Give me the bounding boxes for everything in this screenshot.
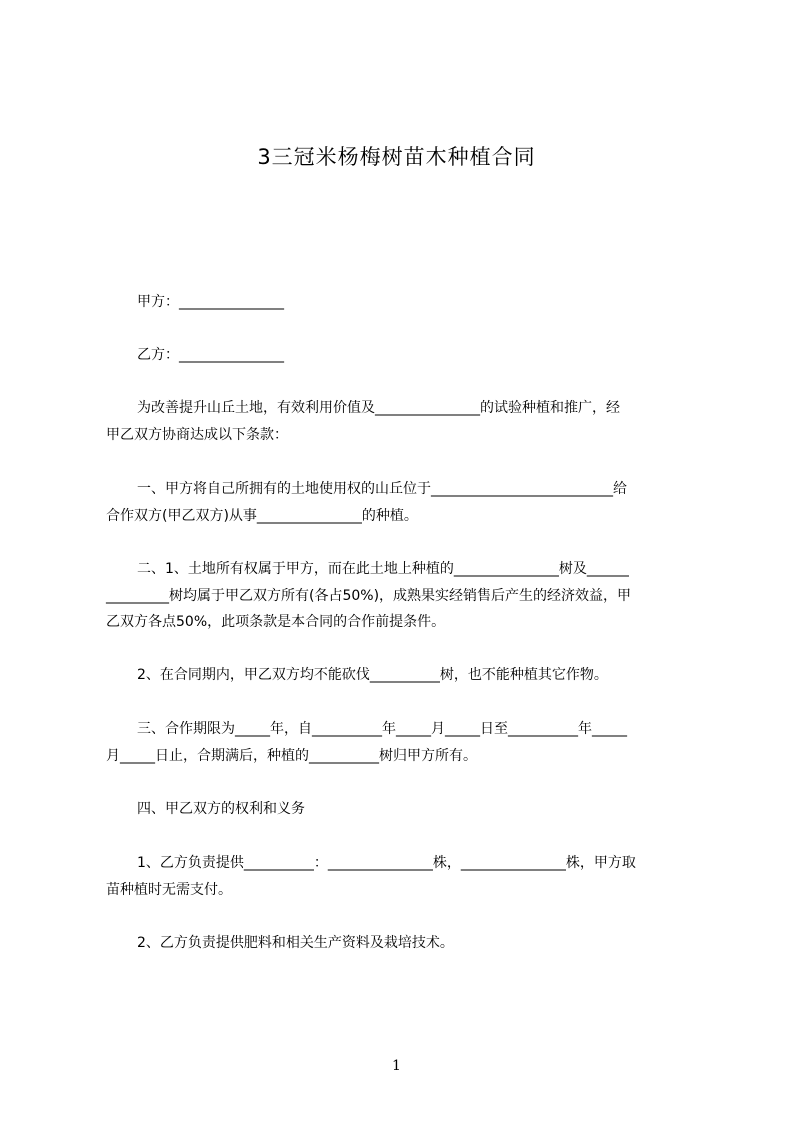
party-a-line: 甲方：_______________ [137,294,284,310]
clause-2-line-2: _________树均属于甲乙双方所有(各占50%)，成熟果实经销售后产生的经济效益，甲 [106,588,632,604]
clause-3-line-2: 月_____日止，合期满后，种植的__________树归甲方所有。 [106,748,477,764]
clause-2-2-line: 2、在合同期内，甲乙双方均不能砍伐__________树，也不能种植其它作物。 [137,667,608,683]
clause-2-line-1: 二、1、土地所有权属于甲方，而在此土地上种植的_______________树及______ [137,561,629,577]
clause-4-2-line: 2、乙方负责提供肥料和相关生产资料及栽培技术。 [137,935,454,951]
clause-4-1-line-2: 苗种植时无需支付。 [106,882,232,898]
clause-2-line-3: 乙双方各点50%，此项条款是本合同的合作前提条件。 [106,614,446,630]
clause-1-line-1: 一、甲方将自己所拥有的土地使用权的山丘位于__________________________给 [137,481,627,497]
document-title: 3三冠米杨梅树苗木种植合同 [257,145,536,169]
clause-4-1-line-1: 1、乙方负责提供__________：_______________株，_______________株，甲方取 [137,855,636,871]
clause-3-line-1: 三、合作期限为_____年，自__________年_____月_____日至__________年_____ [137,721,627,737]
preamble-line-1: 为改善提升山丘土地，有效利用价值及_______________的试验种植和推广，经 [137,400,620,416]
party-b-line: 乙方：_______________ [137,347,284,363]
page-number: 1 [392,1058,401,1074]
preamble-line-2: 甲乙双方协商达成以下条款： [106,427,288,443]
clause-4-heading: 四、甲乙双方的权利和义务 [137,801,305,817]
clause-1-line-2: 合作双方(甲乙双方)从事_______________的种植。 [106,508,418,524]
